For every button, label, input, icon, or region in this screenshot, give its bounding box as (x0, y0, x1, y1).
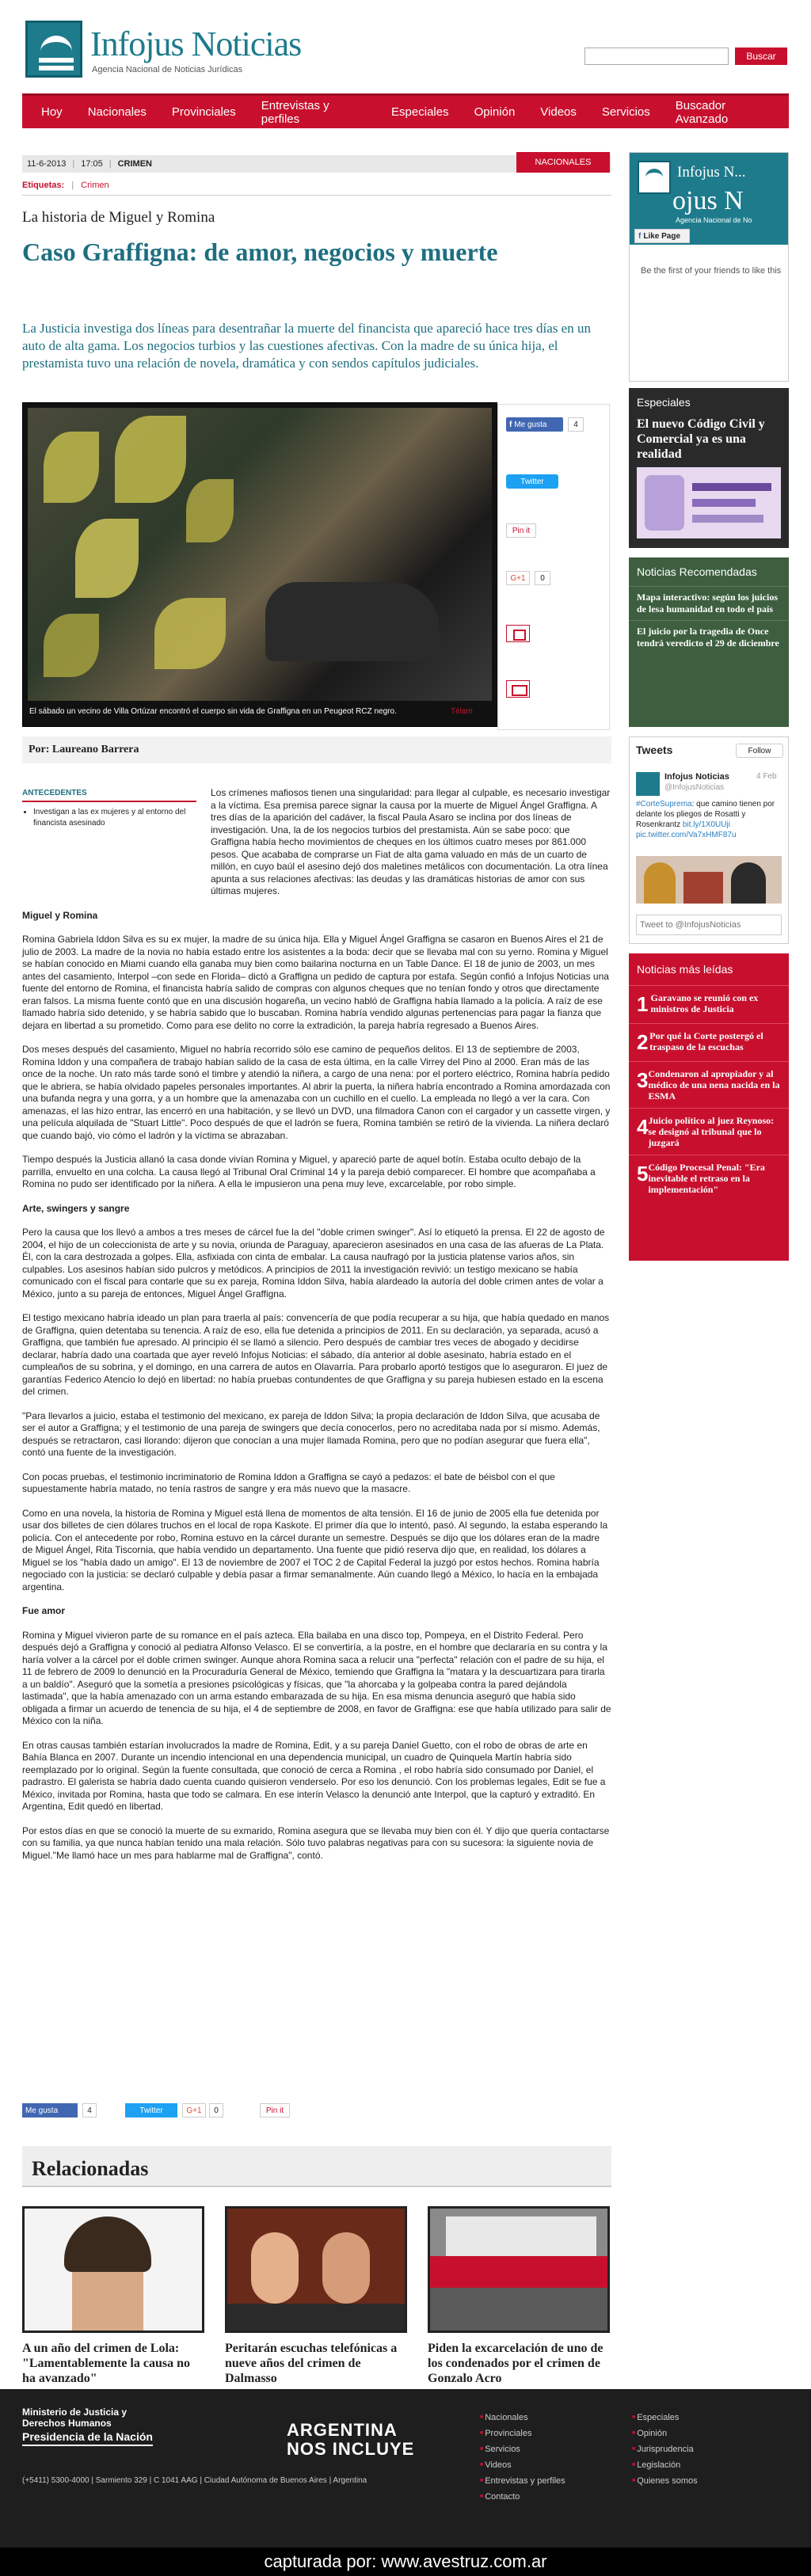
footer-link[interactable]: ■ Nacionales (480, 2410, 565, 2426)
article-paragraph: En otras causas también estarían involucrados la madre de Romina, Edit, y a su pareja Daniel Guetto, con el robo de obras de arte en Bahía Blanca en 2007. Durante un incendio intencional en una dependencia municipal, un cuadro de Quinquela Martín habría sido reemplazado por lo original. Según la fuente consultada, que conoció de cerca a Romina , el robo habría sido consumado por Daniel, el padrastro. El galerista se habría dado cuenta cuando quisieron venderselo. Por eso los denunció. Con los problemas legales, Edit se fue a México, invitada por Romina, hasta que todo se calmara. En ese interín Velasco la denunció ante Interpol, que la capturó y extraditó. En Argentina, Edit quedó en libertad. (22, 1739, 606, 1812)
nav-item[interactable]: Opinión (474, 105, 516, 119)
article-paragraph: Tiempo después la Justicia allanó la casa donde vivían Romina y Miguel, y apareció parte de aquel botín. Estaba oculto debajo de la parrilla, envuelto en una colcha. La causa llegó al Tribunal Oral Criminal 14 y la pareja debió comparecer. El hombre que acompañaba a Romina no pudo ser identificado por la niñera. A ella le impusieron una pena muy leve, excarcelable, por robo simple. (22, 1154, 596, 1189)
footer-argentina-logo: ARGENTINA NOS INCLUYE (287, 2420, 415, 2459)
site-logo-subtitle: Agencia Nacional de Noticias Jurídicas (92, 65, 243, 74)
mas-leidas-item[interactable] (629, 985, 789, 1023)
twitter-widget (629, 736, 789, 944)
mas-leidas-text[interactable]: Condenaron al apropiador y al médico de una nena nacida en la ESMA (648, 1068, 780, 1102)
article-paragraph: "Para llevarlos a juicio, estaba el testimonio del mexicano, ex pareja de Iddon Silva; la propia declaración de Iddon Silva, que acusaba de ser el autor a Graffigna; y el testimonio de una pareja de swingers que decía conocerlos, pero no acreditaba nada por sí mismo. Además, después se retractaron, casi llorando: dijeron que conocían a una mujer llamada Romina, pero que no podían asegurar que fuera ella", contó una fuente de la investigación. (22, 1410, 600, 1458)
tweet-to-input[interactable]: Tweet to @InfojusNoticias (636, 915, 782, 935)
facebook-like-count: 4 (568, 417, 584, 432)
pinterest-button[interactable]: Pin it (506, 523, 536, 538)
google-plus-count-bottom: 0 (209, 2103, 223, 2117)
footer-link[interactable]: ■ Opinión (632, 2426, 698, 2441)
footer-links-col2 (632, 2410, 698, 2489)
twitter-share-button[interactable]: Twitter (506, 474, 558, 489)
footer-link[interactable]: ■ Videos (480, 2457, 565, 2473)
mas-leidas-text[interactable]: Juicio político al juez Reynoso: se designó al tribunal que lo juzgará (648, 1115, 775, 1148)
footer-link[interactable]: ■ Legislación (632, 2457, 698, 2473)
footer-ministerio[interactable]: Ministerio de Justicia y Derechos Humanos (22, 2407, 128, 2429)
recomendadas-item[interactable]: El juicio por la tragedia de Once tendrá veredicto el 29 de diciembre (629, 620, 789, 654)
google-plus-count: 0 (535, 571, 550, 585)
facebook-like-button-bottom[interactable]: Me gusta (22, 2103, 78, 2117)
article-author: Por: Laureano Barrera (22, 736, 611, 763)
mas-leidas-number: 4 (637, 1115, 649, 1139)
related-image[interactable] (22, 2206, 204, 2333)
recomendadas-widget (629, 557, 789, 727)
bottom-share-bar (22, 2103, 611, 2119)
footer-link[interactable]: ■ Contacto (480, 2489, 565, 2505)
mas-leidas-number: 3 (637, 1068, 649, 1092)
article-lead: La Justicia investiga dos líneas para desentrañar la muerte del financista que apareció hace tres días en un auto de alta gama. Los negocios turbios y las cuestiones afectivas. Con la madre de su única hija, el prestamista tuvo una relación de novela, dramática y con sendos capítulos judiciales. (22, 321, 591, 371)
facebook-page-title[interactable]: Infojus N... (677, 164, 746, 181)
mas-leidas-item[interactable] (629, 1108, 789, 1155)
footer-link[interactable]: ■ Quienes somos (632, 2473, 698, 2489)
article-time: 17:05 (81, 159, 103, 169)
mas-leidas-item[interactable] (629, 1023, 789, 1061)
related-title[interactable]: Piden la excarcelación de uno de los condenados por el crimen de Gonzalo Acro (428, 2342, 603, 2385)
article-paragraph: Romina y Miguel vivieron parte de su romance en el país azteca. Ella bailaba en una disco top, Pompeya, en el Distrito Federal. Pero después dejó a Graffigna y conoció al pediatra Alfonso Velasco. El se convertiría, a la postre, en el hombre que declararía en su contra y la haría volver a la cárcel por el doble crimen swinger. Aunque ahora Romina saca a relucir una "perfecta" relación con el padre de su hija, el 11 de febrero de 2009 lo denunció en la Procuraduría General de México, temiendo que Graffigna la "matara y la descuartizara para tirarla a un baldío". Aseguró que la sometía a presiones psicológicas y físicas, que "la ahorcaba y la golpeaba contra la pared dejándola lastimada", que la había amenazado con un arma estando embarazada de su hija. En esa misma denuncia aseguró que había sido obligada a firmar un acuerdo de tenencia de su hija, el 4 de septiembre de 2008, en favor de Graffigna: ese que había utilizado para salir de México con la niña. (22, 1629, 611, 1726)
site-logo-icon[interactable] (25, 21, 82, 78)
especiales-headline[interactable]: El nuevo Código Civil y Comercial ya es una realidad (637, 417, 765, 461)
related-item[interactable] (225, 2206, 407, 2386)
section-badge[interactable]: NACIONALES (516, 152, 610, 173)
especiales-widget (629, 388, 789, 548)
facebook-friends-text: Be the first of your friends to like this (641, 266, 782, 276)
search-input[interactable] (584, 48, 729, 65)
google-plus-button[interactable]: G+1 (506, 571, 530, 585)
facebook-icon: f (638, 231, 642, 241)
article-subheading: Arte, swingers y sangre (22, 1202, 130, 1214)
recomendadas-item[interactable]: Mapa interactivo: según los juicios de lesa humanidad en todo el país (629, 586, 789, 620)
nav-item[interactable]: Entrevistas y perfiles (261, 98, 329, 126)
nav-item[interactable]: Nacionales (87, 105, 147, 119)
article-paragraph: Como en una novela, la historia de Romina y Miguel está llena de momentos de alta tensión. El 16 de junio de 2005 ella fue detenida por usar dos billetes de cien dólares truchos en el local de ropa Kaskote. El primer día que lo intentó, pasó. Al segundo, la estaba esperando la policía. Con el antecedente por robo, Romina estuvo en la cárcel durante un semestre. Después se dijo que los dólares eran de la madre de Miguel Ángel, Rita Tiscornia, que había vendido un departamento. Una fuente que pidió reserva dijo que, en realidad, los dólares a Miguel se los "había dado un amigo". El 13 de noviembre de 2007 el TOC 2 de Capital Federal la juzgó por estos hechos. Romina habría negociado con la justicia: se declaró culpable y debía pasar a firmar semanalmente. Aún cuando llegó a México, lo hacía en la embajada argentina. (22, 1507, 608, 1592)
footer-link[interactable]: ■ Servicios (480, 2441, 565, 2457)
site-header (22, 16, 790, 79)
nav-item[interactable]: Provinciales (171, 105, 236, 119)
google-plus-button-bottom[interactable]: G+1 (182, 2103, 206, 2117)
nav-item[interactable]: Especiales (391, 105, 449, 119)
article-kicker: La historia de Miguel y Romina (22, 209, 215, 226)
article-paragraph: Dos meses después del casamiento, Miguel no habría recorrido sólo ese camino de pequeños delitos. El 13 de septiembre de 2003, Romina Iddon y una compañera de trabajo habían salido de la casa de esta última, en la calle Virrey del Pino al 2000. Eran más de las once de la noche. Un rato más tarde sonó el timbre y atendió la niñera, a cargo de una nena: por el portero eléctrico, Romina habría pedido que le abriera, se había olvidado papeles personales importantes. Al abrir la puerta, la niñera habría encontrado a Romina amordazada con una bufanda negra y una gorra, y a un hombre que la amenazaba con un cuchillo en el cuello. La empleada no llegó a ver la cara. Con amenazas, el las hizo entrar, las encerró en una habitación, y se llevó un DVD, una filmadora Canon con el cargador y un cassette virgen, y una película alquilada de "Stuart Little". Poco después de que el ladrón se fuera, Romina también se retiró de la vivienda. La niñera declaró que cuando bajó, vio cómo el ladrón y la víctima se abrazaban. (22, 1044, 611, 1141)
article-paragraph: El testigo mexicano habría ideado un plan para traerla al país: convencería de que podía recuperar a su hija, que había quedado en manos de Graffigna, quien detentaba su tenencia. A raíz de eso, ella fue detenida a principios de 2011. En su declaración, ya separada, acusó a Graffigna, que también fue apresado. Al principio él se llamó a silencio. Pero después de cambiar tres veces de abogado y decidirse declarar, habría dado una coartada que ayer reveló Infojus Noticias: el sábado, día anterior al doble asesinato, habría estado en el cumpleaños de su sobrina, y el domingo, en una carrera de autos en Olavarría. Para probarlo aportó testigos que lo aseguraron. El juez de garantías Federico Atencio lo dejó en libertad: no había pruebas contundentes de que Graffigna y su pareja hubiesen estado en la escena del crimen. (22, 1312, 610, 1397)
footer-links-col1 (480, 2410, 565, 2505)
tweet-text: #CorteSuprema: que camino tienen por delante los pliegos de Rosatti y Rosenkrantz bit.ly/1X0UUji pic.twitter.com/Va7xHMF87u (636, 800, 775, 839)
search-button[interactable]: Buscar (735, 48, 787, 65)
article-paragraph: Con pocas pruebas, el testimonio incriminatorio de Romina Iddon a Graffigna se cayó a pedazos: el bate de béisbol con el que supuestamente habría matado, no tenía rastros de sangre y era más nuevo que la masacre. (22, 1471, 555, 1494)
recomendadas-title: Noticias Recomendadas (637, 565, 757, 578)
main-nav (22, 93, 789, 128)
nav-item[interactable]: Hoy (41, 105, 63, 119)
article-section[interactable]: CRIMEN (117, 159, 152, 169)
related-title[interactable]: A un año del crimen de Lola: "Lamentablemente la causa no ha avanzado" (22, 2342, 190, 2385)
twitter-avatar[interactable] (636, 772, 660, 796)
article-subheading: Miguel y Romina (22, 909, 98, 921)
footer-link[interactable]: ■ Jurisprudencia (632, 2441, 698, 2457)
print-icon[interactable] (506, 625, 530, 642)
footer-presidencia[interactable]: Presidencia de la Nación (22, 2430, 153, 2446)
especiales-image[interactable] (637, 467, 781, 538)
mas-leidas-text[interactable]: Garavano se reunió con ex ministros de Justicia (650, 992, 759, 1014)
mas-leidas-item[interactable] (629, 1155, 789, 1201)
footer-address: (+5411) 5300-4000 | Sarmiento 329 | C 1041 AAG | Ciudad Autónoma de Buenos Aires | Argentina (22, 2476, 367, 2485)
facebook-widget (629, 152, 789, 382)
footer-link[interactable]: ■ Entrevistas y perfiles (480, 2473, 565, 2489)
tweets-title: Tweets (636, 744, 673, 756)
facebook-icon: f (509, 420, 512, 429)
antecedentes-title: ANTECEDENTES (22, 789, 196, 802)
article-photo (22, 402, 497, 727)
related-item[interactable] (428, 2206, 610, 2386)
especiales-title: Especiales (637, 396, 691, 409)
related-title[interactable]: Peritarán escuchas telefónicas a nueve años del crimen de Dalmasso (225, 2342, 398, 2385)
related-image[interactable] (428, 2206, 610, 2333)
nav-item[interactable]: Servicios (601, 105, 650, 119)
twitter-share-button-bottom[interactable]: Twitter (125, 2103, 177, 2117)
site-footer (0, 2389, 811, 2547)
article-subheading: Fue amor (22, 1605, 66, 1616)
antecedentes-link[interactable]: • Investigan a las ex mujeres y al entorno del financista asesinado (33, 807, 196, 829)
related-heading: Relacionadas (22, 2146, 611, 2187)
mas-leidas-number: 1 (637, 992, 649, 1016)
tags-label: Etiquetas: (22, 181, 65, 190)
facebook-widget-header[interactable] (630, 153, 788, 245)
tweet-url-link[interactable]: bit.ly/1X0UUji pic.twitter.com/Va7xHMF87u (636, 820, 737, 839)
facebook-like-count-bottom: 4 (82, 2103, 97, 2117)
photo-credit: Télam (451, 707, 473, 716)
pinterest-button-bottom[interactable]: Pin it (260, 2103, 290, 2117)
mas-leidas-title: Noticias más leídas (637, 963, 733, 976)
email-icon[interactable] (506, 680, 530, 698)
article-paragraph: Pero la causa que los llevó a ambos a tres meses de cárcel fue la del "doble crimen swinger". Así lo etiquetó la prensa. El 22 de agosto de 2004, el hijo de un coleccionista de arte y su novia, oriunda de Paraguay, aparecieron asesinados en una casa de las afueras de La Plata. Él, con la cara destrozada a golpes. Ella, asfixiada con cinta de embalar. La causa naufragó por la justicia platense varios años, sin culpables. Los asesinos habían sido pulcros y metódicos. A principios de 2011 la investigación revivió: un testigo mexicano se había comunicado con el fiscal para contarle que su ex pareja, Romina Iddon Silva, había alardeado la autoría del doble crimen antes de volar a México, junto a su pareja de entonces, Miguel Ángel Graffigna. (22, 1227, 605, 1299)
tweet-date[interactable]: 4 Feb (756, 772, 777, 781)
nav-item[interactable]: Buscador Avanzado (675, 98, 729, 126)
mas-leidas-number: 2 (637, 1030, 649, 1054)
facebook-cover-subtitle: Agencia Nacional de No (676, 216, 752, 224)
mas-leidas-text[interactable]: Por qué la Corte postergó el traspaso de la escuchas (649, 1030, 763, 1052)
mas-leidas-widget (629, 953, 789, 1261)
nav-item[interactable]: Videos (540, 105, 577, 119)
article-headline: Caso Graffigna: de amor, negocios y muerte (22, 238, 498, 266)
footer-link[interactable]: ■ Especiales (632, 2410, 698, 2426)
mas-leidas-text[interactable]: Código Procesal Penal: "Era inevitable el retraso en la implementación" (648, 1162, 765, 1195)
tags-line: Etiquetas: | Crimen (22, 181, 109, 190)
twitter-name[interactable]: Infojus Noticias (664, 772, 729, 782)
mas-leidas-number: 5 (637, 1162, 649, 1185)
twitter-follow-button[interactable]: Follow (736, 744, 783, 758)
article-meta-bar: 11-6-2013 | 17:05 | CRIMEN (22, 155, 611, 173)
article-paragraph: Romina Gabriela Iddon Silva es su ex mujer, la madre de su única hija. Ella y Miguel Ángel Graffigna se casaron en Buenos Aires el 21 de julio de 2003. La madre de la novia no había estado entre los asistentes a la boda: decir que se llevaba mal con su yerno. Romina y Miguel se habían conocido en Miami cuando ella ganaba muy bien como bailarina nocturna en un Table Dance. El 18 de junio de 2003, un mes antes del casamiento, Interpol –con sede en Florida– dictó a Graffigna un pedido de captura por estafa. Según confió a Infojus Noticias una fuente del entorno de Romina, el financista habría salido de compras con algunos cheques que no tenían fondo y otros que directamente eran falsos. La misma fuente contó que en una discusión hogareña, un vecino habló de Graffigna había llamado a la policía. A raíz de ese llamado habría sido detenido, y se habría sabido que lo buscaban. Romina habría vendido algunas pertenencias para pagar la fianza que dejara en libertad a su prometido. Como para ese delito no corre la extradición, la pareja habría regresado a Buenos Aires. (22, 934, 609, 1031)
photo-image (28, 408, 492, 701)
article-body (22, 787, 611, 1874)
tweet-image[interactable] (636, 856, 782, 904)
article-date: 11-6-2013 (27, 159, 67, 169)
capture-watermark: capturada por: www.avestruz.com.ar (0, 2547, 811, 2576)
tag-link[interactable]: Crimen (81, 181, 109, 190)
photo-caption: El sábado un vecino de Villa Ortúzar encontró el cuerpo sin vida de Graffigna en un Peugeot RCZ negro. (29, 707, 397, 716)
article-paragraph: Los crímenes mafiosos tienen una singularidad: para llegar al culpable, es necesario investigar a la víctima. Esa premisa parece signar la causa por la muerte de Miguel Ángel Graffigna. A tres días de la aparición del cadáver, la fiscal Paula Asaro se inclina por dos líneas de investigación. Una, la de los negocios turbios del prestamista. Aún se sabe poco: que Graffigna había hecho movimientos de cheques en los últimos cuatro meses por 861.000 pesos. Que acababa de comprarse un Fiat de alta gama valuado en más de un cuarto de millón, en cuyo baúl el asesino dejó dos maletines metálicos con documentación. La otra línea apunta a sus relaciones afectivas: las deudas y las dramáticas historias de amor con sus últimas mujeres. (211, 787, 611, 896)
divider (22, 195, 611, 196)
related-item[interactable] (22, 2206, 204, 2386)
facebook-cover-text: ojus N (672, 186, 744, 215)
facebook-like-button[interactable]: f Me gusta (506, 417, 563, 432)
mas-leidas-item[interactable] (629, 1061, 789, 1108)
article-paragraph: Por estos días en que se conoció la muerte de su exmarido, Romina asegura que se llevaba muy bien con él. Y dijo que quería contactarse con su familia, ya que nunca habían tenido una mala relación. Sólo tuvo palabras negativas para con su sucesora: la siguiente novia de Miguel."Me llamó hace un mes para hablarme mal de Graffigna", contó. (22, 1825, 610, 1861)
facebook-page-logo-icon (638, 161, 671, 194)
site-logo-text[interactable]: Infojus Noticias (90, 25, 302, 63)
twitter-handle[interactable]: @InfojusNoticias (664, 783, 725, 792)
tweet-hashtag-link[interactable]: #CorteSuprema (636, 800, 692, 809)
facebook-like-page-button[interactable]: f Like Page (634, 229, 690, 243)
footer-link[interactable]: ■ Provinciales (480, 2426, 565, 2441)
share-column (497, 404, 610, 730)
related-image[interactable] (225, 2206, 407, 2333)
